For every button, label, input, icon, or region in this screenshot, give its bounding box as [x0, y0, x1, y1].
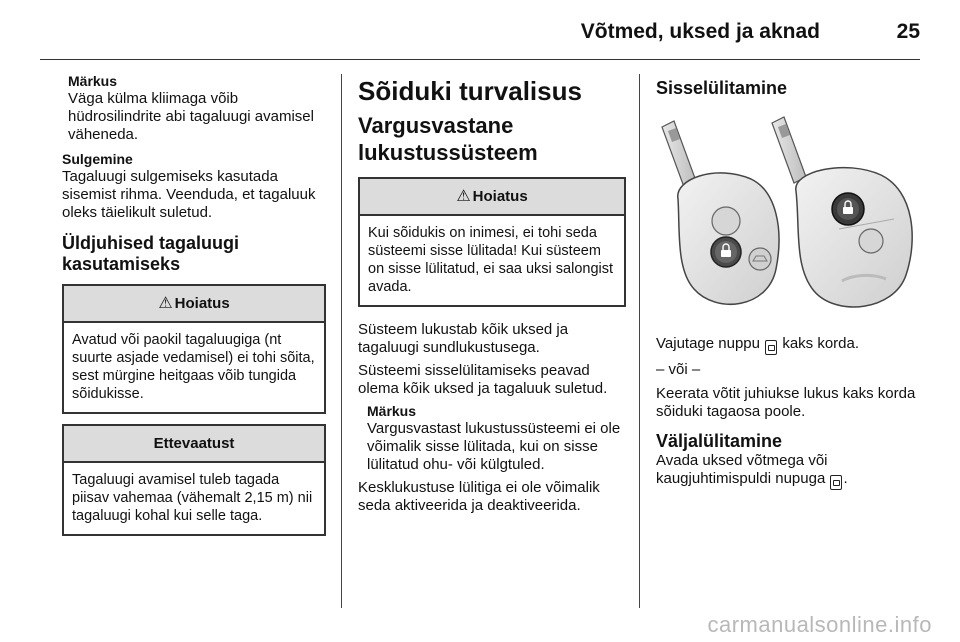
key-fob-left	[678, 173, 779, 304]
note-text: Vargusvastast lukustussüsteemi ei ole võimalik sisse lülitada, kui on sisse lülitatud ohu- või külgtuled.	[367, 420, 621, 473]
deactivation-heading: Väljalülitamine	[656, 431, 783, 451]
note-block	[367, 402, 626, 474]
warning-box-header	[64, 286, 324, 323]
unlock-icon	[830, 475, 842, 490]
page-number: 25	[896, 20, 920, 43]
paragraph: Süsteem lukustab kõik uksed ja tagaluugi sundlukustusega.	[358, 321, 569, 356]
note-text: Väga külma kliimaga võib hüdrosilindrite abi tagaluugi avamisel väheneda.	[68, 90, 314, 143]
warning-box-text: Avatud või paokil tagaluugiga (nt suurte asjade vedamisel) ei tohi sõita, sest mürgine heitgaas võib tungida sõidukisse.	[72, 332, 315, 402]
note-title: Märkus	[367, 403, 417, 419]
column-1	[62, 72, 326, 536]
warning-box-title: Hoiatus	[174, 295, 230, 312]
closing-text: Tagaluugi sulgemiseks kasutada sisemist rihma. Veenduda, et tagaluuk oleks täielikult suletud.	[62, 168, 316, 221]
chapter-title: Võtmed, uksed ja aknad	[580, 20, 820, 43]
warning-icon: ⚠	[456, 188, 471, 205]
key-instruction: Keerata võtit juhiukse lukus kaks korda sõiduki tagaosa poole.	[656, 385, 916, 420]
paragraph: Süsteemi sisselülitamiseks peavad olema kõik uksed ja tagaluuk suletud.	[358, 362, 608, 397]
warning-icon: ⚠	[158, 295, 173, 312]
warning-box-text: Kui sõidukis on inimesi, ei tohi seda süsteemi sisse lülitada! Kui süsteem on sisse lülitatud, ei saa uksi salongist avada.	[368, 225, 614, 295]
note-title: Märkus	[68, 73, 118, 89]
column-divider-1	[341, 74, 342, 608]
lock-icon	[765, 340, 777, 355]
section-heading: Sõiduki turvalisus	[358, 76, 582, 106]
warning-box-header	[360, 179, 624, 216]
paragraph: Kesklukustuse lülitiga ei ole võimalik seda aktiveerida ja deaktiveerida.	[358, 479, 600, 514]
warning-box	[358, 177, 626, 307]
column-divider-2	[639, 74, 640, 608]
closing-heading: Sulgemine	[62, 151, 133, 167]
deactivation-text: Avada uksed võtmega või kaugjuhtimispuldi nupuga .	[656, 452, 922, 490]
caution-box-header	[64, 426, 324, 463]
caution-box-text: Tagaluugi avamisel tuleb tagada piisav vahemaa (vähemalt 2,15 m) nii tagaluugi kohal kui selle taga.	[72, 472, 313, 524]
watermark: carmanualsonline.info	[707, 612, 932, 637]
warning-box	[62, 284, 326, 414]
header-divider	[40, 59, 920, 60]
remote-key-illustration	[656, 109, 922, 321]
note-block	[68, 72, 326, 144]
column-3	[656, 72, 922, 490]
press-instruction: Vajutage nuppu kaks korda.	[656, 335, 922, 355]
caution-box	[62, 424, 326, 536]
key-fob-right	[796, 168, 912, 307]
column-2	[358, 72, 626, 515]
subsection-heading: Vargusvastane lukustussüsteem	[358, 113, 538, 165]
caution-box-title: Ettevaatust	[153, 435, 235, 452]
warning-box-title: Hoiatus	[472, 188, 528, 205]
general-heading: Üldjuhised tagaluugi kasutamiseks	[62, 233, 240, 274]
or-separator: – või –	[656, 361, 701, 378]
activation-heading: Sisselülitamine	[656, 78, 788, 98]
